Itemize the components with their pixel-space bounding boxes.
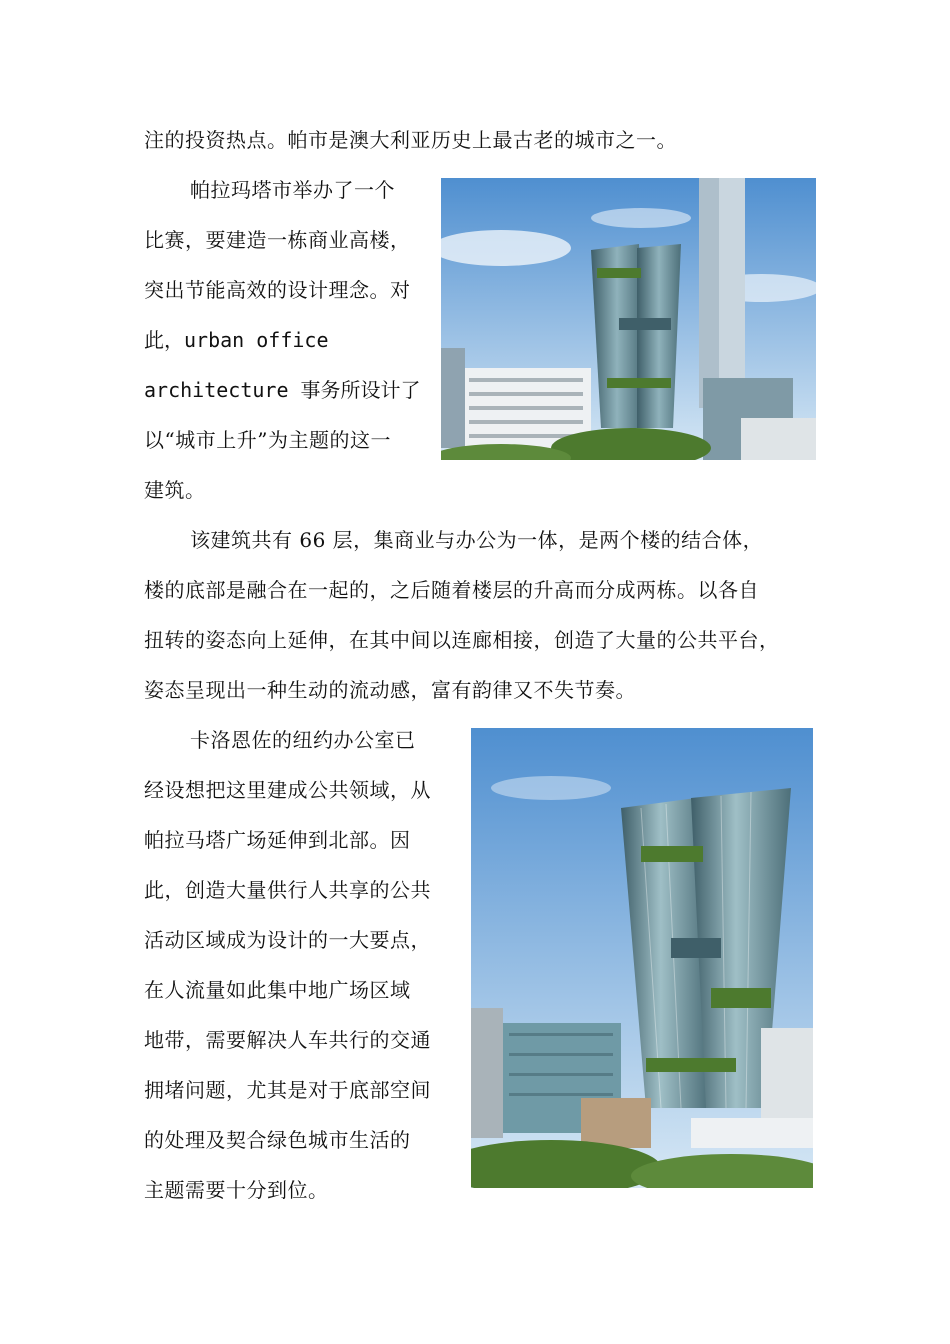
tower-rendering-photo	[441, 178, 816, 460]
text-line-15: 帕拉马塔广场延伸到北部。因	[144, 828, 411, 852]
text-line-10: 楼的底部是融合在一起的，之后随着楼层的升高而分成两栋。以各自	[144, 578, 759, 602]
text-line-22: 主题需要十分到位。	[144, 1178, 329, 1202]
text-line-2: 帕拉玛塔市举办了一个	[190, 178, 395, 202]
tower-rendering-illustration	[441, 178, 816, 460]
tower-closeup-illustration	[471, 728, 813, 1188]
text-line-5: 此，urban office	[144, 328, 329, 352]
text-line-7: 以“城市上升”为主题的这一	[144, 428, 391, 452]
tower-closeup-rendering-photo	[471, 728, 813, 1188]
text-line-4: 突出节能高效的设计理念。对	[144, 278, 411, 302]
text-line-21: 的处理及契合绿色城市生活的	[144, 1128, 411, 1152]
text-line-11: 扭转的姿态向上延伸，在其中间以连廊相接，创造了大量的公共平台，	[144, 628, 780, 652]
text-line-19: 地带，需要解决人车共行的交通	[144, 1028, 431, 1052]
text-line-14: 经设想把这里建成公共领域，从	[144, 778, 431, 802]
text-line-8: 建筑。	[144, 478, 206, 502]
text-line-18: 在人流量如此集中地广场区域	[144, 978, 411, 1002]
text-line-13: 卡洛恩佐的纽约办公室已	[190, 728, 416, 752]
text-line-6: architecture 事务所设计了	[144, 378, 421, 402]
text-line-9: 该建筑共有 66 层，集商业与办公为一体，是两个楼的结合体，	[190, 528, 764, 552]
text-line-17: 活动区域成为设计的一大要点，	[144, 928, 431, 952]
text-line-16: 此，创造大量供行人共享的公共	[144, 878, 431, 902]
text-line-20: 拥堵问题，尤其是对于底部空间	[144, 1078, 431, 1102]
text-line-3: 比赛，要建造一栋商业高楼，	[144, 228, 411, 252]
text-line-1: 注的投资热点。帕市是澳大利亚历史上最古老的城市之一。	[144, 128, 677, 152]
text-line-12: 姿态呈现出一种生动的流动感，富有韵律又不失节奏。	[144, 678, 636, 702]
